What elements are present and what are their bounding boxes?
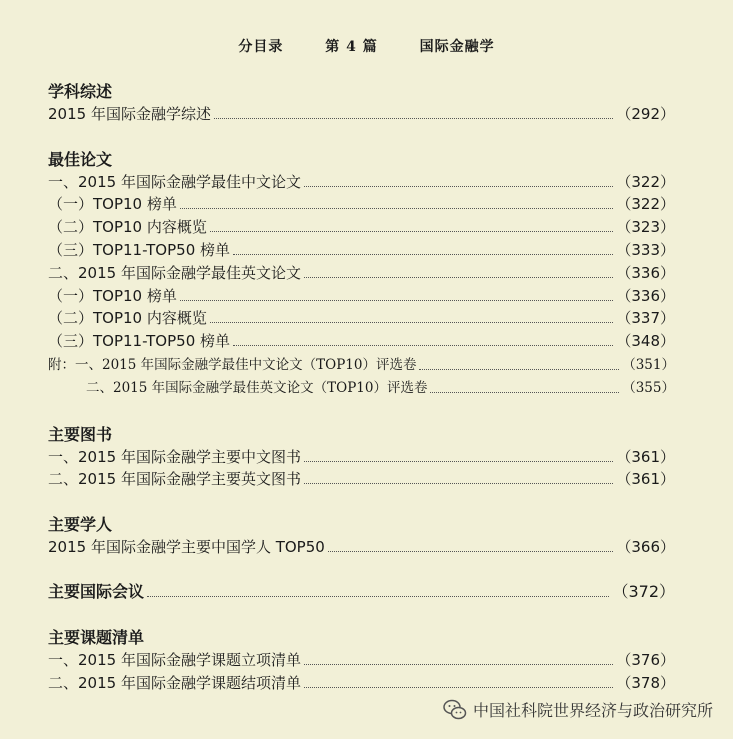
toc-entry[interactable]: 二、2015 年国际金融学最佳英文论文 （336） xyxy=(48,264,675,282)
leader-dots xyxy=(430,391,619,393)
title-left: 分目录 xyxy=(238,39,284,55)
page-title xyxy=(0,36,733,56)
toc-entry[interactable]: （三）TOP11-TOP50 榜单 （333） xyxy=(48,241,675,259)
section-heading: 主要学人 xyxy=(48,515,113,534)
leader-dots xyxy=(180,207,613,209)
toc-entry-appendix[interactable]: 附：一、2015 年国际金融学最佳中文论文（TOP10）评选卷 （351） xyxy=(48,357,675,373)
leader-dots xyxy=(304,276,613,278)
leader-dots xyxy=(304,185,613,187)
leader-dots xyxy=(147,595,609,597)
leader-dots xyxy=(210,230,613,232)
wechat-icon xyxy=(443,699,467,721)
toc-entry[interactable]: （二）TOP10 内容概览 （323） xyxy=(48,218,675,236)
toc-entry[interactable]: 一、2015 年国际金融学课题立项清单 （376） xyxy=(48,651,675,669)
leader-dots xyxy=(214,117,613,119)
leader-dots xyxy=(304,686,613,688)
toc-entry[interactable]: 二、2015 年国际金融学主要英文图书 （361） xyxy=(48,470,675,488)
toc-entry[interactable]: 二、2015 年国际金融学课题结项清单 （378） xyxy=(48,674,675,692)
toc-entry-appendix[interactable]: 二、2015 年国际金融学最佳英文论文（TOP10）评选卷 （355） xyxy=(86,380,675,396)
section-heading: 主要图书 xyxy=(48,425,113,444)
watermark xyxy=(443,698,713,721)
toc-entry[interactable]: （一）TOP10 榜单 （322） xyxy=(48,195,675,213)
leader-dots xyxy=(304,460,613,462)
toc-entry[interactable]: （一）TOP10 榜单 （336） xyxy=(48,287,675,305)
leader-dots xyxy=(180,299,613,301)
leader-dots xyxy=(210,321,613,323)
toc-entry[interactable]: 一、2015 年国际金融学主要中文图书 （361） xyxy=(48,448,675,466)
title-right: 国际金融学 xyxy=(419,39,495,55)
leader-dots xyxy=(304,482,613,484)
section-heading: 学科综述 xyxy=(48,82,113,101)
leader-dots xyxy=(233,344,613,346)
toc-entry[interactable]: 2015 年国际金融学主要中国学人 TOP50 （366） xyxy=(48,538,675,556)
toc-entry[interactable]: 2015 年国际金融学综述 （292） xyxy=(48,105,675,123)
section-heading: 最佳论文 xyxy=(48,150,113,169)
toc-entry[interactable]: （三）TOP11-TOP50 榜单 （348） xyxy=(48,332,675,350)
watermark-text: 中国社科院世界经济与政治研究所 xyxy=(472,701,713,720)
toc-entry[interactable]: （二）TOP10 内容概览 （337） xyxy=(48,309,675,327)
leader-dots xyxy=(233,253,613,255)
toc-entry[interactable]: 一、2015 年国际金融学最佳中文论文 （322） xyxy=(48,173,675,191)
leader-dots xyxy=(304,663,613,665)
leader-dots xyxy=(328,550,614,552)
toc-entry-section[interactable]: 主要国际会议 （372） xyxy=(48,582,675,601)
title-middle: 第 4 篇 xyxy=(325,39,378,55)
section-heading: 主要课题清单 xyxy=(48,628,145,647)
leader-dots xyxy=(419,368,619,370)
